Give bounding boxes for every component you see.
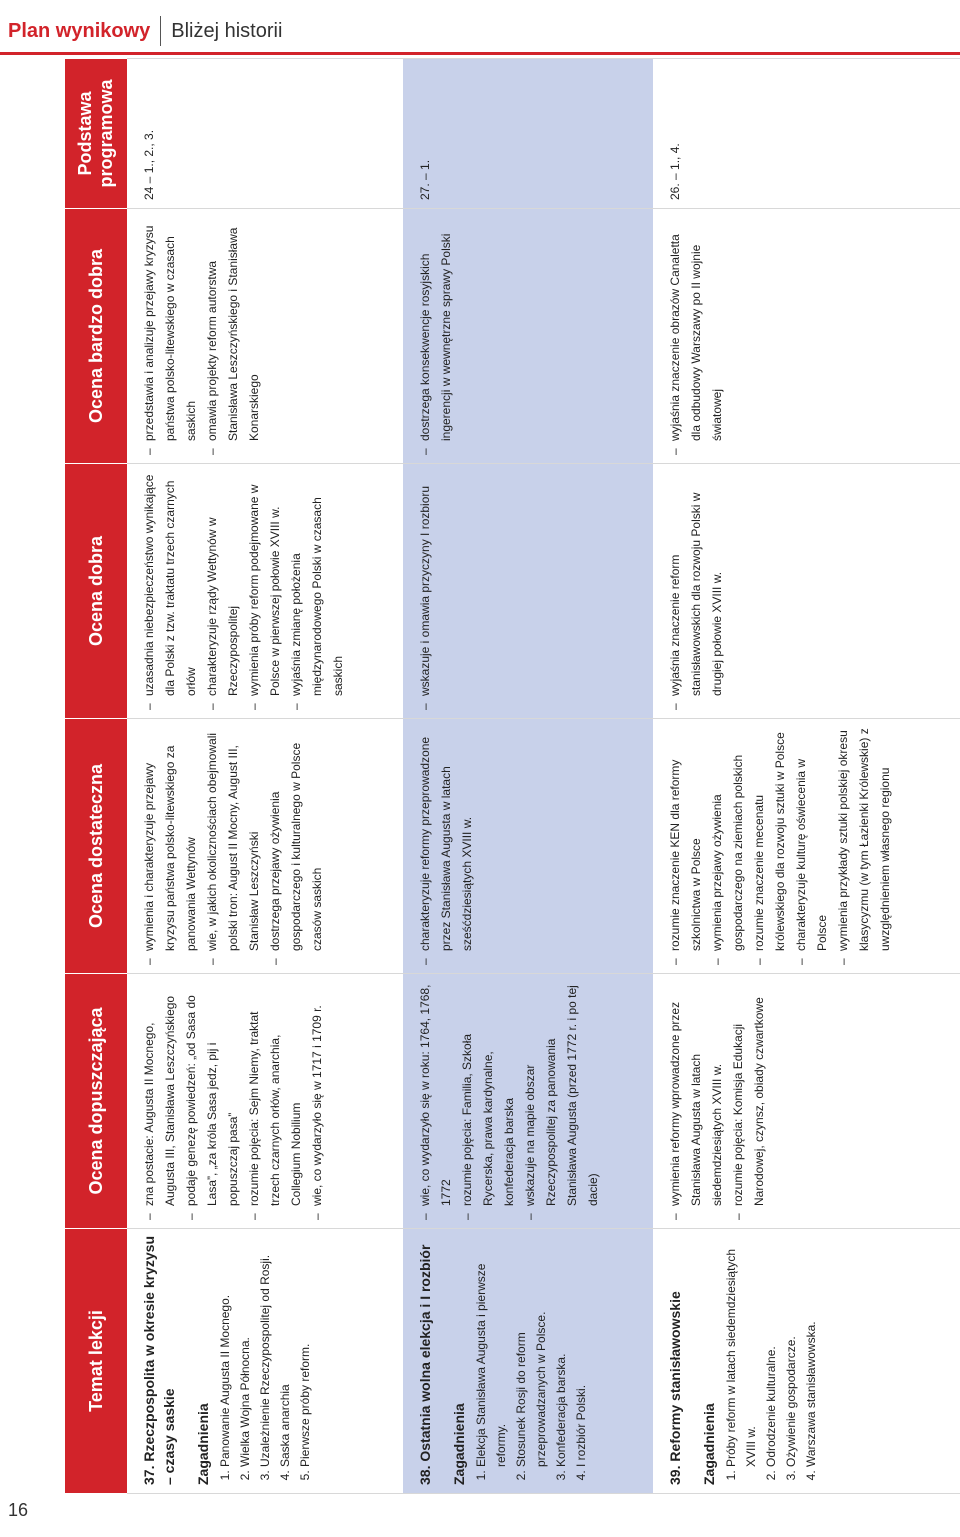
- list-item: – wyjaśnia znaczenie obrazów Canaletta dla odbudowy Warszawy po II wojnie światowej: [665, 215, 728, 455]
- list-item: – charakteryzuje reformy przeprowadzone przez Stanisława Augusta w latach sześćdziesiątych XVIII w.: [415, 725, 478, 965]
- rotated-table-container: [65, 59, 960, 1494]
- list-item: 4. Saska anarchia: [275, 1235, 295, 1467]
- table-row: [127, 59, 403, 1494]
- topics-list: [471, 1235, 591, 1485]
- table-header-row: [65, 59, 127, 1494]
- grade-2-cell: [403, 974, 653, 1229]
- list-item: 3. Ożywienie gospodarcze.: [781, 1235, 801, 1467]
- list-item: – wymienia i charakteryzuje przejawy kryzysu państwa polsko-litewskiego za panowania Wettynów: [139, 725, 202, 965]
- lesson-plan-table: [65, 58, 960, 1494]
- grade-5-cell: [653, 209, 960, 464]
- list-item: – zna postacie: Augusta II Mocnego, Augusta III, Stanisława Leszczyńskiego: [139, 980, 181, 1220]
- topics-heading: Zagadnienia: [451, 1403, 467, 1485]
- list-item: – rozumie znaczenie mecenatu królewskiego dla rozwoju sztuki w Polsce: [749, 725, 791, 965]
- list-item: – charakteryzuje kulturę oświecenia w Polsce: [791, 725, 833, 965]
- page-header: [8, 14, 282, 48]
- list-item: 2. Odrodzenie kulturalne.: [761, 1235, 781, 1467]
- list-item: – dostrzega przejawy ożywienia gospodarczego i kulturalnego w Polsce czasów saskich: [265, 725, 328, 965]
- grade-5-cell: [403, 209, 653, 464]
- list-item: – uzasadnia niebezpieczeństwo wynikające dla Polski z tzw. traktatu trzech czarnych orłów: [139, 470, 202, 710]
- list-item: – wie, co wydarzyło się w roku: 1764, 1768, 1772: [415, 980, 457, 1220]
- topics-heading: Zagadnienia: [195, 1403, 211, 1485]
- list-item: – omawia projekty reform autorstwa Stanisława Leszczyńskiego i Stanisława Konarskiego: [202, 215, 265, 455]
- list-item: – wyjaśnia zmianę położenia międzynarodowego Polski w czasach saskich: [286, 470, 349, 710]
- list-item: 1. Elekcja Stanisława Augusta i pierwsze reformy.: [471, 1235, 511, 1467]
- topics-heading: Zagadnienia: [701, 1403, 717, 1485]
- list-item: 4. I rozbiór Polski.: [571, 1235, 591, 1467]
- book-title: Bliżej historii: [171, 19, 283, 42]
- grade-4-cell: [403, 464, 653, 719]
- list-item: – wymienia próby reform podejmowane w Polsce w pierwszej połowie XVIII w.: [244, 470, 286, 710]
- list-item: – rozumie pojęcia: Sejm Niemy, traktat trzech czarnych orłów, anarchia, Collegium Nobilium: [244, 980, 307, 1220]
- list-item: 1. Panowanie Augusta II Mocnego.: [215, 1235, 235, 1467]
- list-item: – wskazuje na mapie obszar Rzeczypospolitej za panowania Stanisława Augusta (przed 1772 r. i po tej dacie): [520, 980, 604, 1220]
- list-item: – wie, co wydarzyło się w 1717 i 1709 r.: [307, 980, 328, 1220]
- list-item: – wskazuje i omawia przyczyny I rozbioru: [415, 470, 436, 710]
- list-item: – wyjaśnia znaczenie reform stanisławowskich dla rozwoju Polski w drugiej połowie XVIII w.: [665, 470, 728, 710]
- col-header-grade-2: Ocena dopuszczająca: [65, 974, 127, 1229]
- grade-4-cell: [653, 464, 960, 719]
- topic-cell: [653, 1229, 960, 1494]
- topics-list: [215, 1235, 315, 1485]
- grade-5-cell: [127, 209, 403, 464]
- table-row: [403, 59, 653, 1494]
- curriculum-cell: [653, 59, 960, 209]
- grade-2-cell: [127, 974, 403, 1229]
- topics-list: [721, 1235, 821, 1485]
- col-header-curriculum: Podstawa programowa: [65, 59, 127, 209]
- list-item: – wymienia przykłady sztuki polskiej okresu klasycyzmu (w tym Łazienki Królewskie) z uwzględnieniem własnego regionu: [833, 725, 896, 965]
- grade-4-cell: [127, 464, 403, 719]
- lesson-title: 37. Rzeczpospolita w okresie kryzysu – czasy saskie: [141, 1236, 177, 1485]
- list-item: – wie, w jakich okolicznościach obejmowali polski tron: August II Mocny, August III, Stanisław Leszczyński: [202, 725, 265, 965]
- col-header-grade-4: Ocena dobra: [65, 464, 127, 719]
- grade-3-cell: [653, 719, 960, 974]
- list-item: 2. Wielka Wojna Północna.: [235, 1235, 255, 1467]
- plan-title: Plan wynikowy: [8, 19, 151, 42]
- col-header-topic: Temat lekcji: [65, 1229, 127, 1494]
- topic-cell: [403, 1229, 653, 1494]
- col-header-grade-5: Ocena bardzo dobra: [65, 209, 127, 464]
- list-item: – rozumie znaczenie KEN dla reformy szkolnictwa w Polsce: [665, 725, 707, 965]
- curriculum-ref: 27. – 1.: [418, 159, 432, 200]
- lesson-title: 39. Reformy stanisławowskie: [667, 1291, 683, 1485]
- list-item: – rozumie pojęcia: Familia, Szkoła Rycerska, prawa kardynalne, konfederacja barska: [457, 980, 520, 1220]
- grade-3-cell: [127, 719, 403, 974]
- grade-2-cell: [653, 974, 960, 1229]
- list-item: – charakteryzuje rządy Wettynów w Rzeczypospolitej: [202, 470, 244, 710]
- col-header-grade-3: Ocena dostateczna: [65, 719, 127, 974]
- page-number: 16: [8, 1500, 29, 1520]
- list-item: – wymienia reformy wprowadzone przez Stanisława Augusta w latach siedemdziesiątych XVIII w.: [665, 980, 728, 1220]
- lesson-title: 38. Ostatnia wolna elekcja i I rozbiór: [417, 1244, 433, 1485]
- curriculum-ref: 26. – 1., 4.: [668, 143, 682, 200]
- list-item: 3. Konfederacja barska.: [551, 1235, 571, 1467]
- topic-cell: [127, 1229, 403, 1494]
- header-divider: [160, 16, 161, 46]
- list-item: – rozumie pojęcia: Komisja Edukacji Narodowej, czynsz, obiady czwartkowe: [728, 980, 770, 1220]
- curriculum-ref: 24 – 1., 2., 3.: [142, 129, 156, 200]
- list-item: 5. Pierwsze próby reform.: [295, 1235, 315, 1467]
- list-item: – wymienia przejawy ożywienia gospodarczego na ziemiach polskich: [707, 725, 749, 965]
- list-item: 2. Stosunek Rosji do reform przeprowadzanych w Polsce.: [511, 1235, 551, 1467]
- header-rule: [0, 52, 960, 55]
- list-item: 3. Uzależnienie Rzeczypospolitej od Rosji.: [255, 1235, 275, 1467]
- list-item: – dostrzega konsekwencje rosyjskich ingerencji w wewnętrzne sprawy Polski: [415, 215, 457, 455]
- list-item: 4. Warszawa stanisławowska.: [801, 1235, 821, 1467]
- table-row: [653, 59, 960, 1494]
- list-item: 1. Próby reform w latach siedemdziesiątych XVIII w.: [721, 1235, 761, 1467]
- curriculum-cell: [127, 59, 403, 209]
- grade-3-cell: [403, 719, 653, 974]
- list-item: – podaje genezę powiedzeń: „od Sasa do Lasa”, „za króla Sasa jedz, pij i popuszczaj pasa”: [181, 980, 244, 1220]
- curriculum-cell: [403, 59, 653, 209]
- list-item: – przedstawia i analizuje przejawy kryzysu państwa polsko-litewskiego w czasach saskich: [139, 215, 202, 455]
